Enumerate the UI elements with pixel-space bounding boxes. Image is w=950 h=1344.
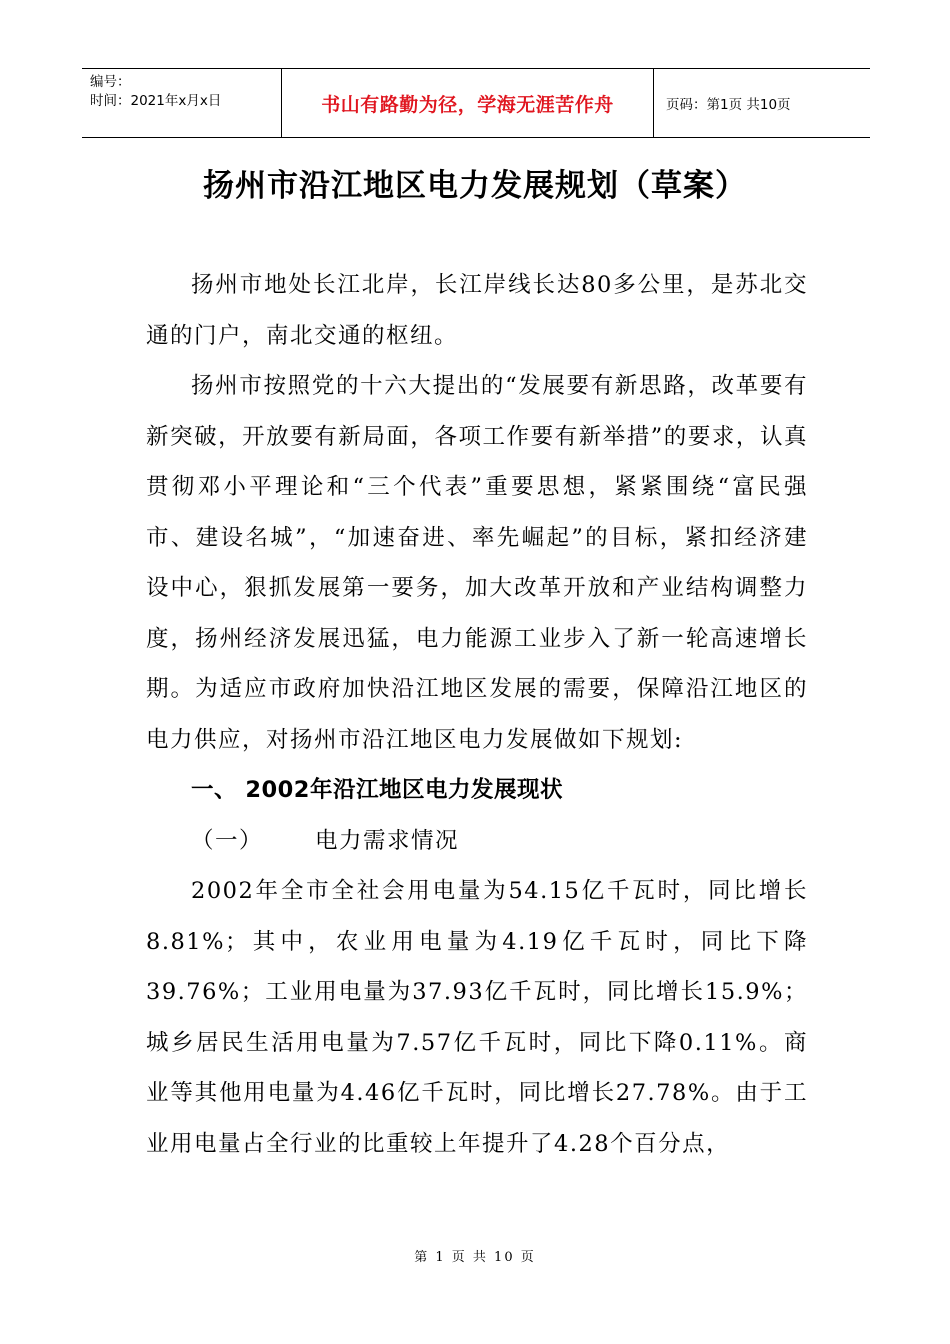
header-page-info: 页码：第1页 共10页 [666, 97, 791, 113]
header-meta-cell [82, 69, 282, 137]
paragraph-demand: 2002年全市全社会用电量为54.15亿千瓦时，同比增长8.81%；其中，农业用电量为4.19亿千瓦时，同比下降39.76%；工业用电量为37.93亿千瓦时，同比增长15.9%；城乡居民生活用电量为7.57亿千瓦时，同比下降0.11%。商业等其他用电量为4.46亿千瓦时，同比增长27.78%。由于工业用电量占全行业的比重较上年提升了4.28个百分点， [146, 878, 808, 1157]
page-footer: 第 1 页 共 10 页 [414, 1250, 536, 1265]
header-motto: 书山有路勤为径，学海无涯苦作舟 [282, 69, 654, 137]
page-header-table [82, 68, 870, 138]
paragraph-intro: 扬州市地处长江北岸，长江岸线长达80多公里，是苏北交通的门户，南北交通的枢纽。 [146, 272, 808, 349]
time-label: 时间：2021年x月x日 [90, 93, 222, 109]
paragraph-policy: 扬州市按照党的十六大提出的“发展要有新思路，改革要有新突破，开放要有新局面，各项工作要有新举措”的要求，认真贯彻邓小平理论和“三个代表”重要思想，紧紧围绕“富民强市、建设名城”，“加速奋进、率先崛起”的目标，紧扣经济建设中心，狠抓发展第一要务，加大改革开放和产业结构调整力度，扬州经济发展迅猛，电力能源工业步入了新一轮高速增长期。为适应市政府加快沿江地区发展的需要，保障沿江地区的电力供应，对扬州市沿江地区电力发展做如下规划: [146, 373, 808, 753]
number-label: 编号： [90, 74, 131, 90]
subsection-number: （一） [191, 827, 264, 854]
subsection-heading [146, 816, 808, 867]
subsection-title: 电力需求情况 [315, 827, 460, 854]
section-heading: 一、 2002年沿江地区电力发展现状 [191, 777, 563, 803]
document-title: 扬州市沿江地区电力发展规划（草案） [203, 168, 747, 204]
document-body [146, 260, 808, 1169]
